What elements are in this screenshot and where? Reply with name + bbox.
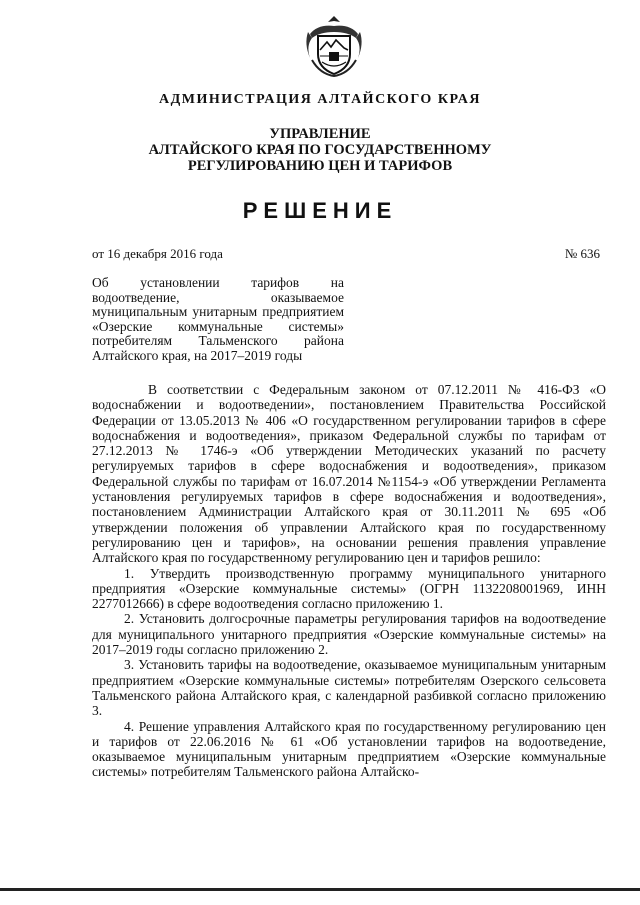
department-title bbox=[0, 126, 640, 174]
decision-date: от 16 декабря 2016 года bbox=[92, 246, 223, 261]
scan-edge-rule bbox=[0, 888, 640, 891]
preamble-paragraph: В соответствии с Федеральным законом от 07.12.2011 № 416-ФЗ «О водоснабжении и водоотведении», постановлением Правительства Российской Федерации от 13.05.2013 № 406 «О государственном регулировании тарифов в сфере водоснабжения и водоотведения», приказом Федеральной службы по тарифам от 27.12.2013 № 1746-э «Об утверждении Методических указаний по расчету регулируемых тарифов в сфере водоснабжения и водоотведения», приказом Федеральной службы по тарифам от 16.07.2014 №1154-э «Об утверждении Регламента установления регулируемых тарифов в сфере водоснабжения и водоотведения», постановлением Администрации Алтайского края от 30.11.2011 № 695 «Об утверждении положения об управлении Алтайского края по государственному регулированию цен и тарифов», на основании решения правления управление Алтайского края по государственному регулированию цен и тарифов решило: bbox=[92, 382, 606, 566]
coat-of-arms-emblem bbox=[300, 14, 368, 80]
document-type-title: РЕШЕНИЕ bbox=[242, 198, 398, 223]
administration-title: АДМИНИСТРАЦИЯ АЛТАЙСКОГО КРАЯ bbox=[159, 92, 481, 107]
decision-body bbox=[92, 382, 606, 780]
decision-item: 4. Решение управления Алтайского края по государственному регулированию цен и тарифов от 22.06.2016 № 61 «Об установлении тарифов на водоотведение, оказываемое муниципальным унитарным предприятием «Озерские коммунальные системы» потребителям Тальменского района Алтайско- bbox=[92, 718, 606, 780]
decision-number: № 636 bbox=[564, 246, 600, 261]
decision-subject: Об установлении тарифов на водоотведение, оказываемое муниципальным унитарным предприятием «Озерские коммунальные системы» потребителям Тальменского района Алтайского края, на 2017–2019 годы bbox=[92, 275, 344, 363]
decision-item: 1. Утвердить производственную программу муниципального унитарного предприятия «Озерские коммунальные системы» (ОГРН 1132208001969, ИНН 2277012666) в сфере водоотведения согласно приложению 1. bbox=[92, 565, 606, 612]
decision-item: 3. Установить тарифы на водоотведение, оказываемое муниципальным унитарным предприятием «Озерские коммунальные системы» потребителям Озерского сельсовета Тальменского района Алтайского края, с календарной разбивкой согласно приложению 3. bbox=[92, 657, 606, 719]
decision-item: 2. Установить долгосрочные параметры регулирования тарифов на водоотведение для муниципального унитарного предприятия «Озерские коммунальные системы» на 2017–2019 годы согласно приложению 2. bbox=[92, 611, 606, 658]
department-title-line: УПРАВЛЕНИЕ bbox=[269, 126, 371, 142]
department-title-line: РЕГУЛИРОВАНИЮ ЦЕН И ТАРИФОВ bbox=[187, 158, 453, 174]
department-title-line: АЛТАЙСКОГО КРАЯ ПО ГОСУДАРСТВЕННОМУ bbox=[148, 142, 492, 158]
